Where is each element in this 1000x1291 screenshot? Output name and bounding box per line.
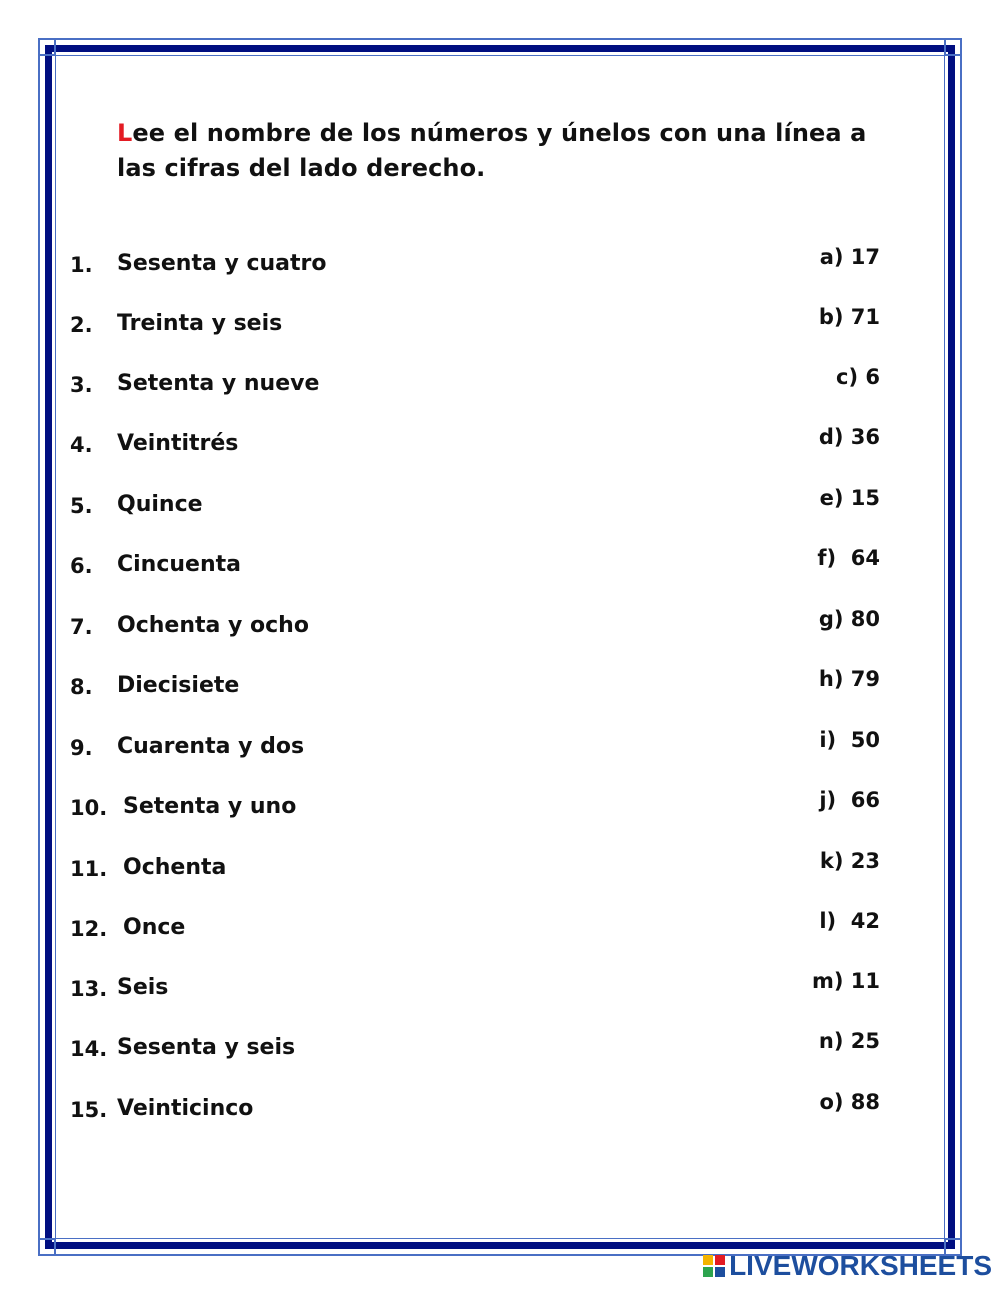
number-word: Once <box>123 915 186 940</box>
list-item <box>0 245 1000 289</box>
list-item <box>0 788 1000 832</box>
number-word: Setenta y nueve <box>117 371 320 396</box>
answer-option: d) 36 <box>818 425 880 449</box>
list-item <box>0 546 1000 590</box>
number-word: Ochenta y ocho <box>117 613 309 638</box>
number-word: Veinticinco <box>117 1096 254 1121</box>
item-number: 10. <box>70 796 108 820</box>
list-item <box>0 486 1000 530</box>
answer-option: h) 79 <box>818 667 880 691</box>
item-number: 9. <box>70 736 93 760</box>
instructions <box>117 116 887 186</box>
answer-option: m) 11 <box>811 969 880 993</box>
item-number: 7. <box>70 615 93 639</box>
item-number: 15. <box>70 1098 108 1122</box>
item-number: 8. <box>70 675 93 699</box>
item-number: 3. <box>70 373 93 397</box>
answer-option: l) 42 <box>819 909 880 933</box>
list-item <box>0 1090 1000 1134</box>
logo-text: LIVEWORKSHEETS <box>729 1250 992 1281</box>
number-word: Quince <box>117 492 203 517</box>
corner-ornament <box>944 38 962 56</box>
item-number: 12. <box>70 917 108 941</box>
item-number: 13. <box>70 977 108 1001</box>
list-item <box>0 305 1000 349</box>
list-item <box>0 667 1000 711</box>
instructions-initial: L <box>117 119 133 147</box>
list-item <box>0 728 1000 772</box>
number-word: Setenta y uno <box>123 794 297 819</box>
list-item <box>0 909 1000 953</box>
item-number: 6. <box>70 554 93 578</box>
instructions-text: ee el nombre de los números y únelos con una línea a las cifras del lado derecho. <box>117 119 867 182</box>
list-item <box>0 607 1000 651</box>
answer-option: a) 17 <box>819 245 880 269</box>
number-word: Seis <box>117 975 169 1000</box>
answer-option: j) 66 <box>819 788 880 812</box>
answer-option: n) 25 <box>818 1029 880 1053</box>
list-item <box>0 849 1000 893</box>
answer-option: g) 80 <box>818 607 880 631</box>
answer-option: k) 23 <box>819 849 880 873</box>
answer-option: i) 50 <box>819 728 880 752</box>
item-number: 1. <box>70 253 93 277</box>
number-word: Sesenta y seis <box>117 1035 296 1060</box>
item-number: 14. <box>70 1037 108 1061</box>
answer-option: c) 6 <box>836 365 880 389</box>
answer-option: e) 15 <box>819 486 880 510</box>
answer-option: f) 64 <box>817 546 880 570</box>
answer-option: b) 71 <box>818 305 880 329</box>
item-number: 4. <box>70 433 93 457</box>
corner-ornament <box>38 1238 56 1256</box>
list-item <box>0 425 1000 469</box>
number-word: Treinta y seis <box>117 311 283 336</box>
list-item <box>0 1029 1000 1073</box>
liveworksheets-logo-icon <box>703 1255 725 1277</box>
number-word: Veintitrés <box>117 431 239 456</box>
number-word: Cincuenta <box>117 552 241 577</box>
list-item <box>0 365 1000 409</box>
item-number: 11. <box>70 857 108 881</box>
number-word: Diecisiete <box>117 673 240 698</box>
answer-option: o) 88 <box>819 1090 880 1114</box>
liveworksheets-logo <box>703 1251 992 1281</box>
item-number: 2. <box>70 313 93 337</box>
corner-ornament <box>38 38 56 56</box>
number-word: Sesenta y cuatro <box>117 251 327 276</box>
number-word: Cuarenta y dos <box>117 734 305 759</box>
number-word: Ochenta <box>123 855 227 880</box>
list-item <box>0 969 1000 1013</box>
item-number: 5. <box>70 494 93 518</box>
